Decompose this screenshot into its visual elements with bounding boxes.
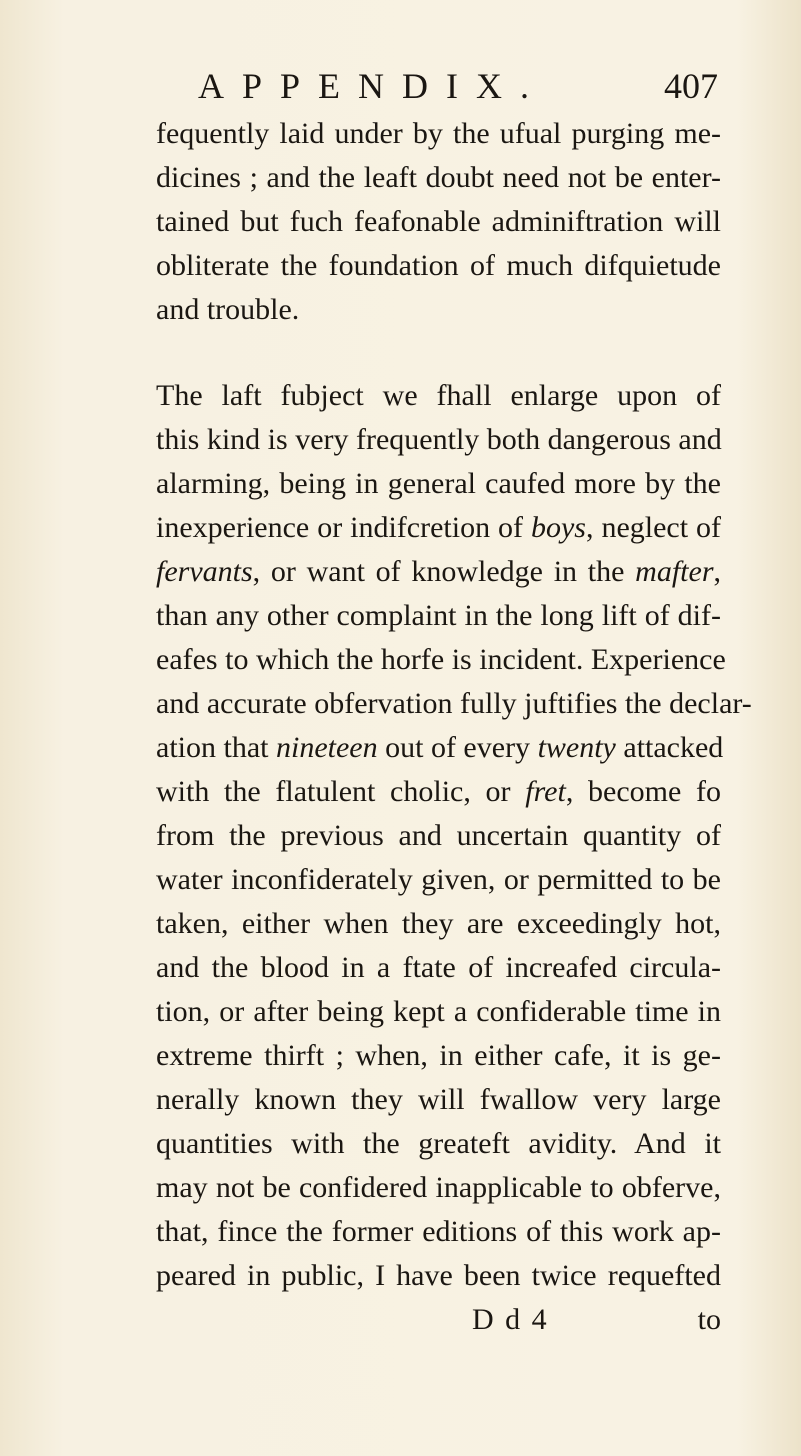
text-run: out of every [377,731,538,764]
italic-run: nineteen [275,731,378,764]
text-line: tion, or after being kept a confiderable time in [156,995,721,1028]
text-line [156,726,724,770]
page-footer [156,1298,721,1342]
text-line: that, fince the former editions of this work ap- [156,1215,721,1248]
text-run: , [713,555,721,588]
text-run: , neglect of [585,511,721,544]
text-line [156,506,721,550]
paragraph-1 [156,112,721,332]
running-head: APPENDIX. [198,66,548,106]
text-line: than any other complaint in the long lift of dif- [156,599,721,632]
italic-run: twenty [537,731,616,764]
text-line [156,550,721,594]
catchword: to [697,1303,721,1336]
text-line: and the blood in a ftate of increafed circula- [156,951,721,984]
signature-mark: D d 4 [472,1303,549,1336]
text-line: this kind is very frequently both dangerous and [156,423,722,456]
body-text [156,112,752,1336]
text-line: The laft fubject we fhall enlarge upon of [156,379,721,412]
text-run: inexperience or indifcretion of [156,511,531,544]
text-line: eafes to which the horfe is incident. Experience [156,643,726,676]
text-line: and accurate obfervation fully juftifies the declar- [156,687,752,720]
text-line: tained but fuch feafonable adminiftration will [156,205,721,238]
text-line: peared in public, I have been twice requefted [156,1259,721,1292]
paragraph-spacer [156,332,721,374]
text-line [156,770,721,814]
text-line: obliterate the foundation of much difquietude [156,249,721,282]
text-line: water inconfiderately given, or permitted to be [156,863,721,896]
page-number: 407 [664,66,718,106]
text-line: fequently laid under by the ufual purging me- [156,117,721,150]
italic-run: fervants [156,555,253,588]
text-line: quantities with the greateft avidity. And it [156,1127,721,1160]
text-line: taken, either when they are exceedingly hot, [156,907,721,940]
text-run: attacked [615,731,724,764]
paragraph-2 [156,374,752,1298]
text-line: nerally known they will fwallow very large [156,1083,721,1116]
text-run: , or want of knowledge in the [252,555,636,588]
text-run: , become fo [565,775,721,808]
page-header [198,68,718,108]
italic-run: fret [525,775,566,808]
text-run: with the flatulent cholic, or [156,775,526,808]
text-line: dicines ; and the leaft doubt need not be enter- [156,161,721,194]
text-line: may not be confidered inapplicable to obferve, [156,1171,721,1204]
italic-run: mafter [635,555,714,588]
italic-run: boys [530,511,586,544]
text-line: from the previous and uncertain quantity of [156,819,721,852]
text-line: alarming, being in general caufed more by the [156,467,721,500]
text-line: and trouble. [156,293,300,326]
text-run: ation that [156,731,276,764]
text-line: extreme thirft ; when, in either cafe, it is ge- [156,1039,721,1072]
